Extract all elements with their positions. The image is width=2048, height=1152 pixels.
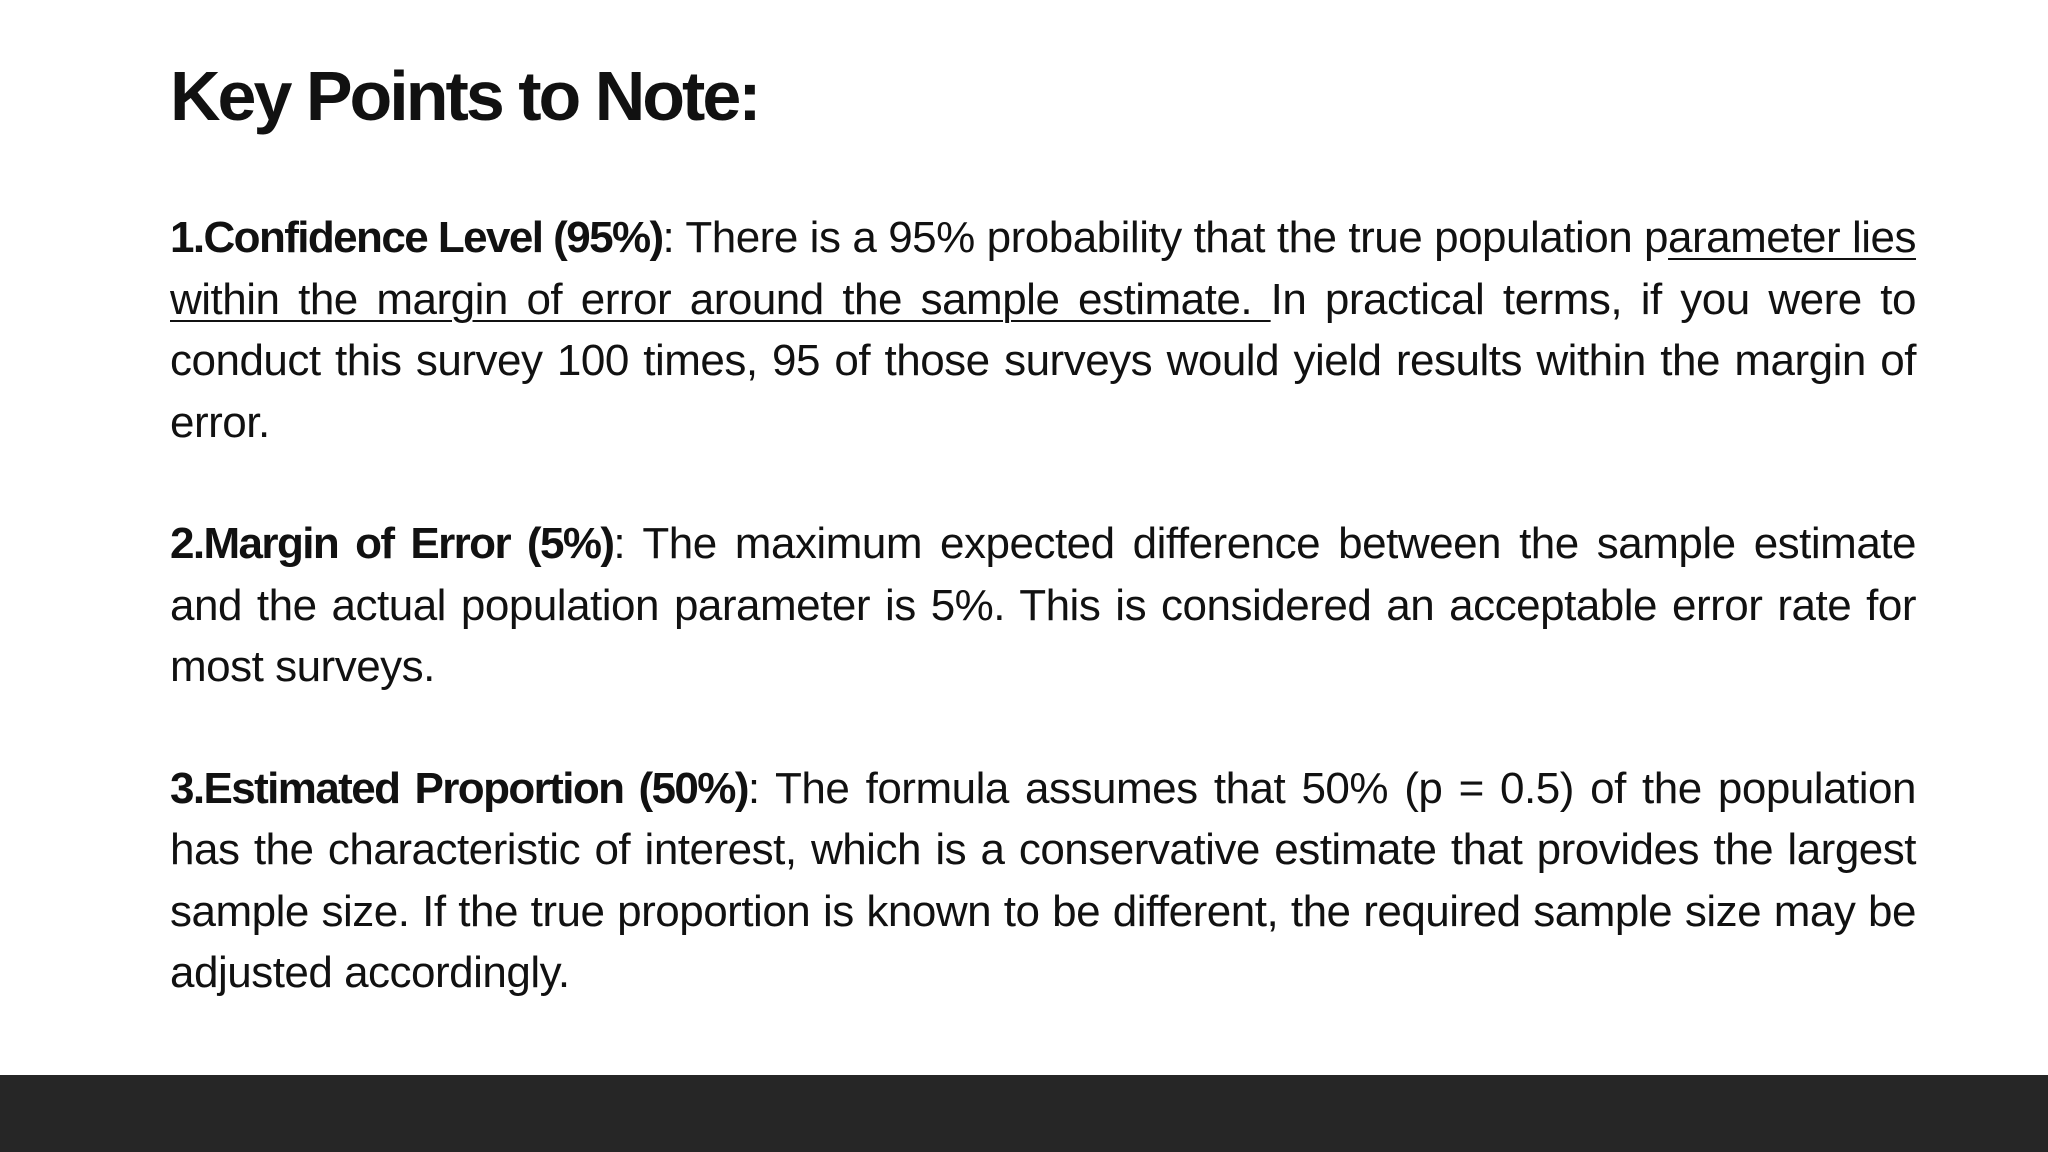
point-text: The maximum expected difference between the sample estimate and the actual population parameter is 5%. This is considered an acceptable error rate for most surveys.: [170, 519, 1916, 691]
point-estimated-proportion: [170, 758, 1916, 1004]
point-separator: :: [662, 213, 675, 262]
slide-title: Key Points to Note:: [170, 57, 759, 135]
underlined-text: arameter lies within the margin of error around the sample estimate.: [170, 213, 1917, 324]
point-heading: 3.Estimated Proportion (50%): [170, 763, 748, 813]
point-text: The formula assumes that 50% (p = 0.5) of the population has the characteristic of interest, which is a conservative estimate that provides the largest sample size. If the true proportion is known to be different, the required sample size may be adjusted accordingly.: [170, 763, 1916, 997]
point-text-continued: In practical terms, if you were to conduct this survey 100 times, 95 of those surveys would yield results within the margin of error.: [170, 274, 1916, 447]
key-points-list: [170, 207, 1916, 1064]
point-text: There is a 95% probability that the true population p: [674, 213, 1669, 262]
footer-bar: [0, 1075, 2048, 1152]
point-confidence-level: [170, 207, 1916, 453]
point-margin-of-error: [170, 513, 1916, 698]
point-separator: :: [747, 763, 760, 813]
point-separator: :: [613, 519, 626, 568]
point-heading: 1.Confidence Level (95%): [170, 213, 663, 262]
point-heading: 2.Margin of Error (5%): [170, 519, 614, 568]
